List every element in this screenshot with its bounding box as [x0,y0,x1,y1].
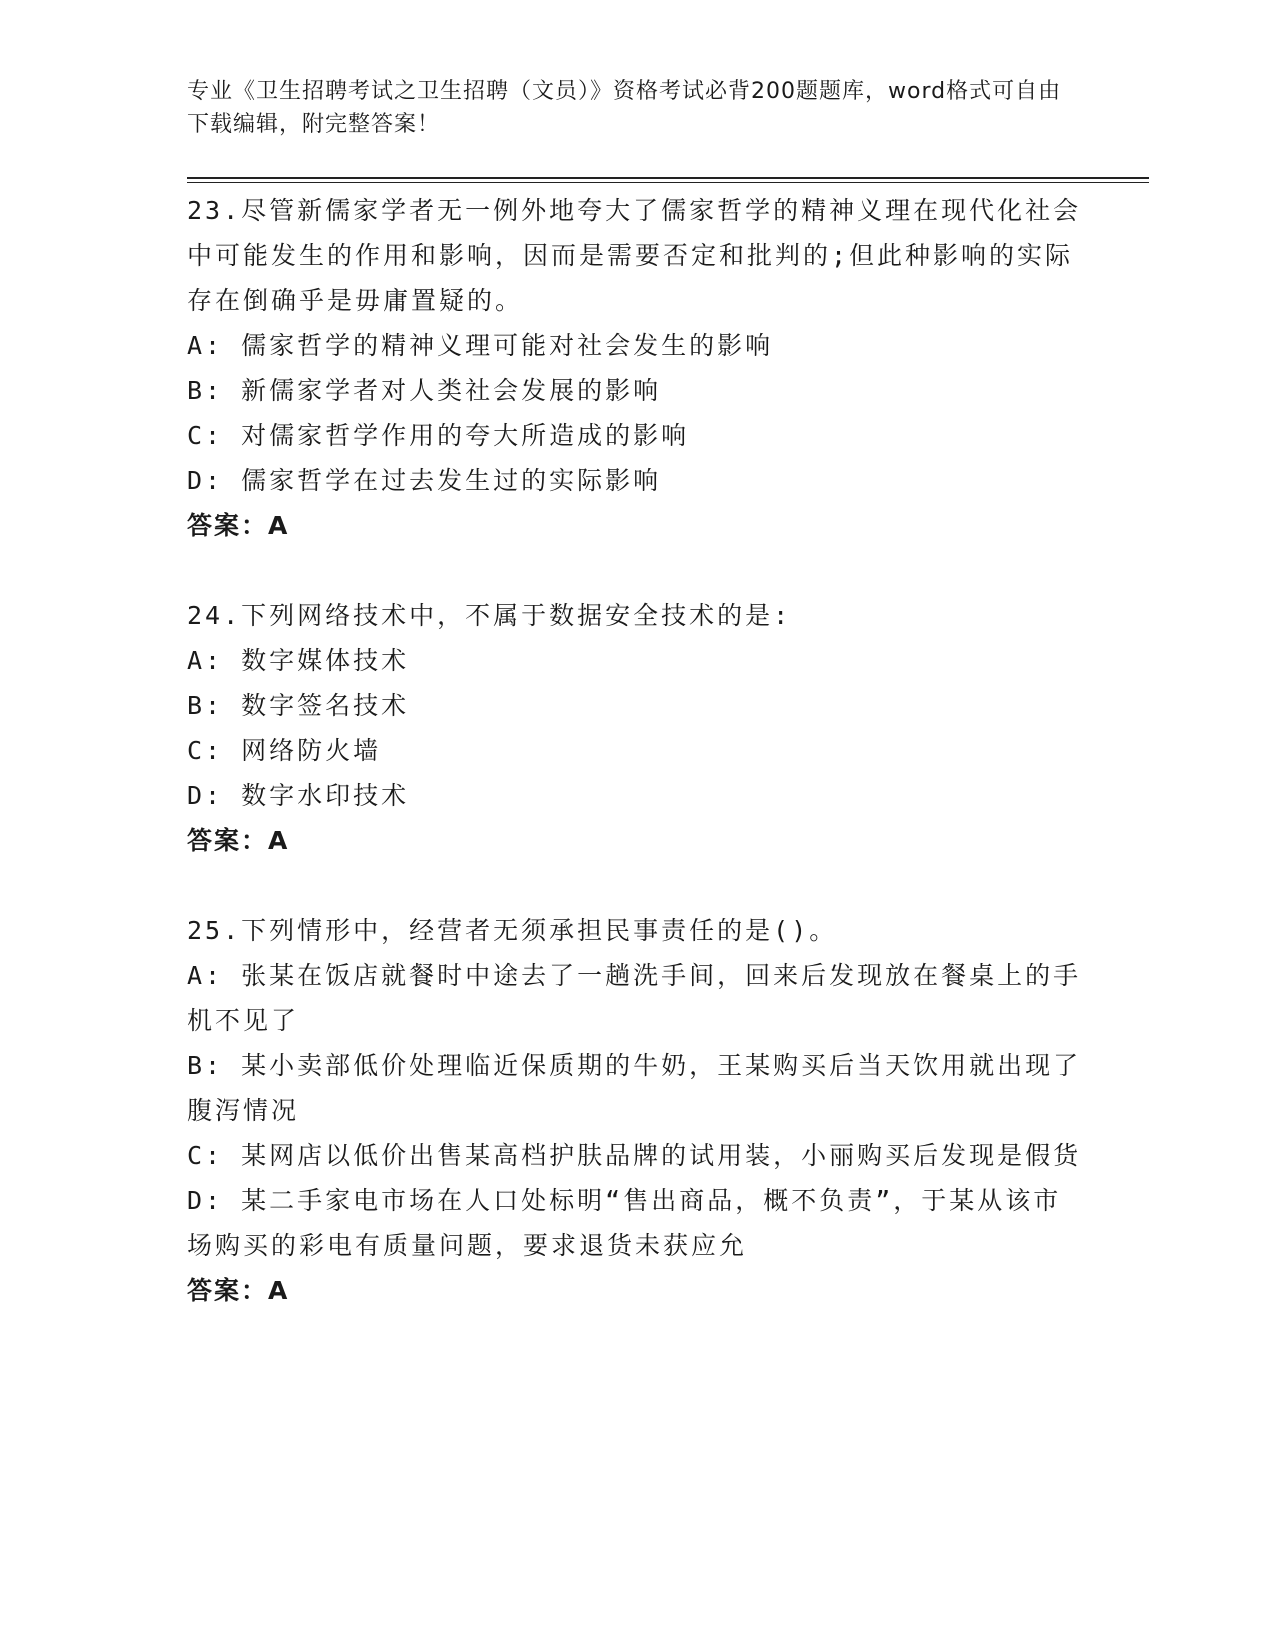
question-stem: 23.尽管新儒家学者无一例外地夸大了儒家哲学的精神义理在现代化社会中可能发生的作用和影响，因而是需要否定和批判的;但此种影响的实际存在倒确乎是毋庸置疑的。 [187,196,1082,315]
option-d: D: 某二手家电市场在人口处标明“售出商品，概不负责”，于某从该市场购买的彩电有质量问题，要求退货未获应允 [187,1186,1062,1260]
option-a: A: 张某在饭店就餐时中途去了一趟洗手间，回来后发现放在餐桌上的手机不见了 [187,961,1082,1035]
option-a: A: 数字媒体技术 [187,646,410,675]
option-b: B: 某小卖部低价处理临近保质期的牛奶，王某购买后当天饮用就出现了腹泻情况 [187,1051,1082,1125]
question-23 [187,188,1087,548]
answer-label: 答案：A [187,511,290,540]
question-spacer [187,863,1087,908]
option-c: C: 网络防火墙 [187,736,382,765]
header-divider [187,177,1149,179]
question-list [187,188,1087,1313]
option-d: D: 儒家哲学在过去发生过的实际影响 [187,466,662,495]
answer-label: 答案：A [187,1276,290,1305]
option-a: A: 儒家哲学的精神义理可能对社会发生的影响 [187,331,774,360]
question-24 [187,593,1087,863]
option-d: D: 数字水印技术 [187,781,410,810]
answer-label: 答案：A [187,826,290,855]
header-divider-thin [187,182,1149,183]
option-b: B: 新儒家学者对人类社会发展的影响 [187,376,662,405]
option-c: C: 某网店以低价出售某高档护肤品牌的试用装，小丽购买后发现是假货 [187,1141,1082,1170]
question-stem: 25.下列情形中，经营者无须承担民事责任的是()。 [187,916,838,945]
option-b: B: 数字签名技术 [187,691,410,720]
question-spacer [187,548,1087,593]
document-header: 专业《卫生招聘考试之卫生招聘（文员）》资格考试必背200题题库，word格式可自由下载编辑，附完整答案！ [187,79,1062,137]
option-c: C: 对儒家哲学作用的夸大所造成的影响 [187,421,690,450]
question-25 [187,908,1087,1313]
question-stem: 24.下列网络技术中，不属于数据安全技术的是: [187,601,792,630]
